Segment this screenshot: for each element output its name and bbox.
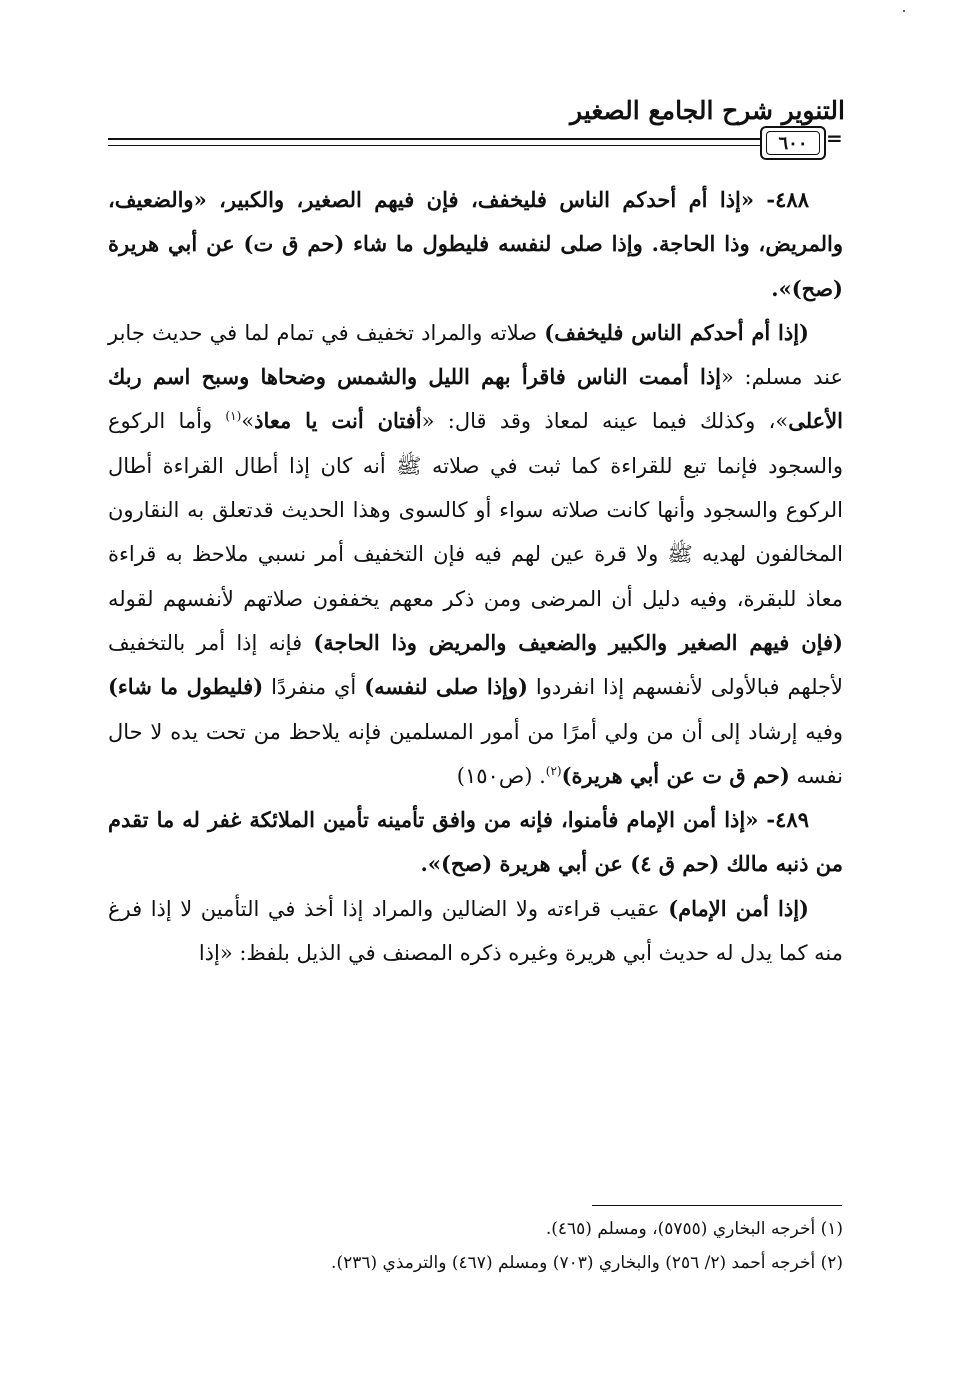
commentary-text: أي منفردًا [263, 675, 365, 700]
quoted-lemma: (إذا أمن الإمام) [668, 895, 809, 921]
page-number-frame [760, 126, 826, 160]
main-text [108, 178, 843, 975]
running-title: التنوير شرح الجامع الصغير [570, 96, 845, 125]
footnotes [108, 1212, 843, 1280]
footnote-ref-2: (٢) [545, 763, 562, 778]
quoted-lemma: (وإذا صلى لنفسه) [364, 674, 528, 700]
commentary-text: وأما الركوع والسجود فإنما تبع للقراءة كما ثبت في صلاته ﷺ أنه كان إذا أطال القراءة أطال الركوع والسجود وأنها كانت صلاته سواء أو كالسوى وهذا الحديث قدتعلق به النقارون المخالفون لهديه ﷺ ولا قرة عين لهم فيه فإن التخفيف أمر نسبي ملاحظ به قراءة معاذ للبقرة، وفيه دليل أن المرضى ومن ذكر معهم يخففون صلاتهم لأنفسهم لقوله [108, 409, 843, 611]
commentary-text: . (ص١٥٠) [456, 763, 546, 788]
commentary-text: وفيه إرشاد إلى أن من ولي أمرًا من أمور المسلمين فإنه يلاحظ من تحت يده لا حال نفسه [108, 719, 843, 788]
header-edge-mark: = [826, 126, 843, 150]
footnote-ref-1: (١) [225, 409, 242, 424]
hadith-488: ٤٨٨- «إذا أم أحدكم الناس فليخفف، فإن فيهم الصغير، والكبير، «والضعيف، والمريض، وذا الحاجة. وإذا صلى لنفسه فليطول ما شاء (حم ق ت) عن أبي هريرة (صح)». [108, 187, 843, 301]
quoted-hadith: إذا أممت الناس فاقرأ بهم الليل والشمس وضحاها وسبح اسم ربك الأعلى [108, 364, 844, 434]
scan-speck [903, 10, 905, 12]
footnote-2: (٢) أخرجه أحمد (٢/ ٢٥٦) والبخاري (٧٠٣) ومسلم (٤٦٧) والترمذي (٢٣٦). [331, 1253, 843, 1273]
header-rule-top [108, 138, 760, 140]
footnote-1: (١) أخرجه البخاري (٥٧٥٥)، ومسلم (٤٦٥). [545, 1219, 843, 1239]
source-citation: (حم ق ت عن أبي هريرة) [561, 762, 790, 788]
commentary-text: صلاته والمراد تخفيف في تمام لما في حديث جابر عند مسلم: « [108, 320, 844, 390]
commentary-488 [108, 311, 843, 798]
footnote-rule [592, 1205, 842, 1206]
header-rule-bottom [108, 145, 760, 146]
commentary-489 [108, 887, 843, 976]
commentary-text: » [241, 409, 255, 434]
quoted-lemma: (إذا أم أحدكم الناس فليخفف) [544, 319, 809, 345]
commentary-text: فإنه إذا أمر بالتخفيف لأجلهم فبالأولى لأنفسهم إذا انفردوا [108, 630, 844, 700]
quoted-lemma: (فليطول ما شاء) [108, 674, 264, 700]
page-number: ٦٠٠ [778, 132, 808, 154]
commentary-text: »، وكذلك فيما عينه لمعاذ وقد قال: « [421, 409, 789, 434]
hadith-489: ٤٨٩- «إذا أمن الإمام فأمنوا، فإنه من وافق تأمينه تأمين الملائكة غفر له ما تقدم من ذنبه مالك (حم ق ٤) عن أبي هريرة (صح)». [108, 807, 843, 877]
quoted-hadith: أفتان أنت يا معاذ [254, 408, 422, 434]
commentary-text: عقيب قراءته ولا الضالين والمراد إذا أخذ في التأمين لا إذا فرغ منه كما يدل له حديث أبي هريرة وغيره ذكره المصنف في الذيل بلفظ: «إذا [108, 896, 843, 966]
quoted-lemma: (فإن فيهم الصغير والكبير والضعيف والمريض وذا الحاجة) [313, 629, 843, 655]
